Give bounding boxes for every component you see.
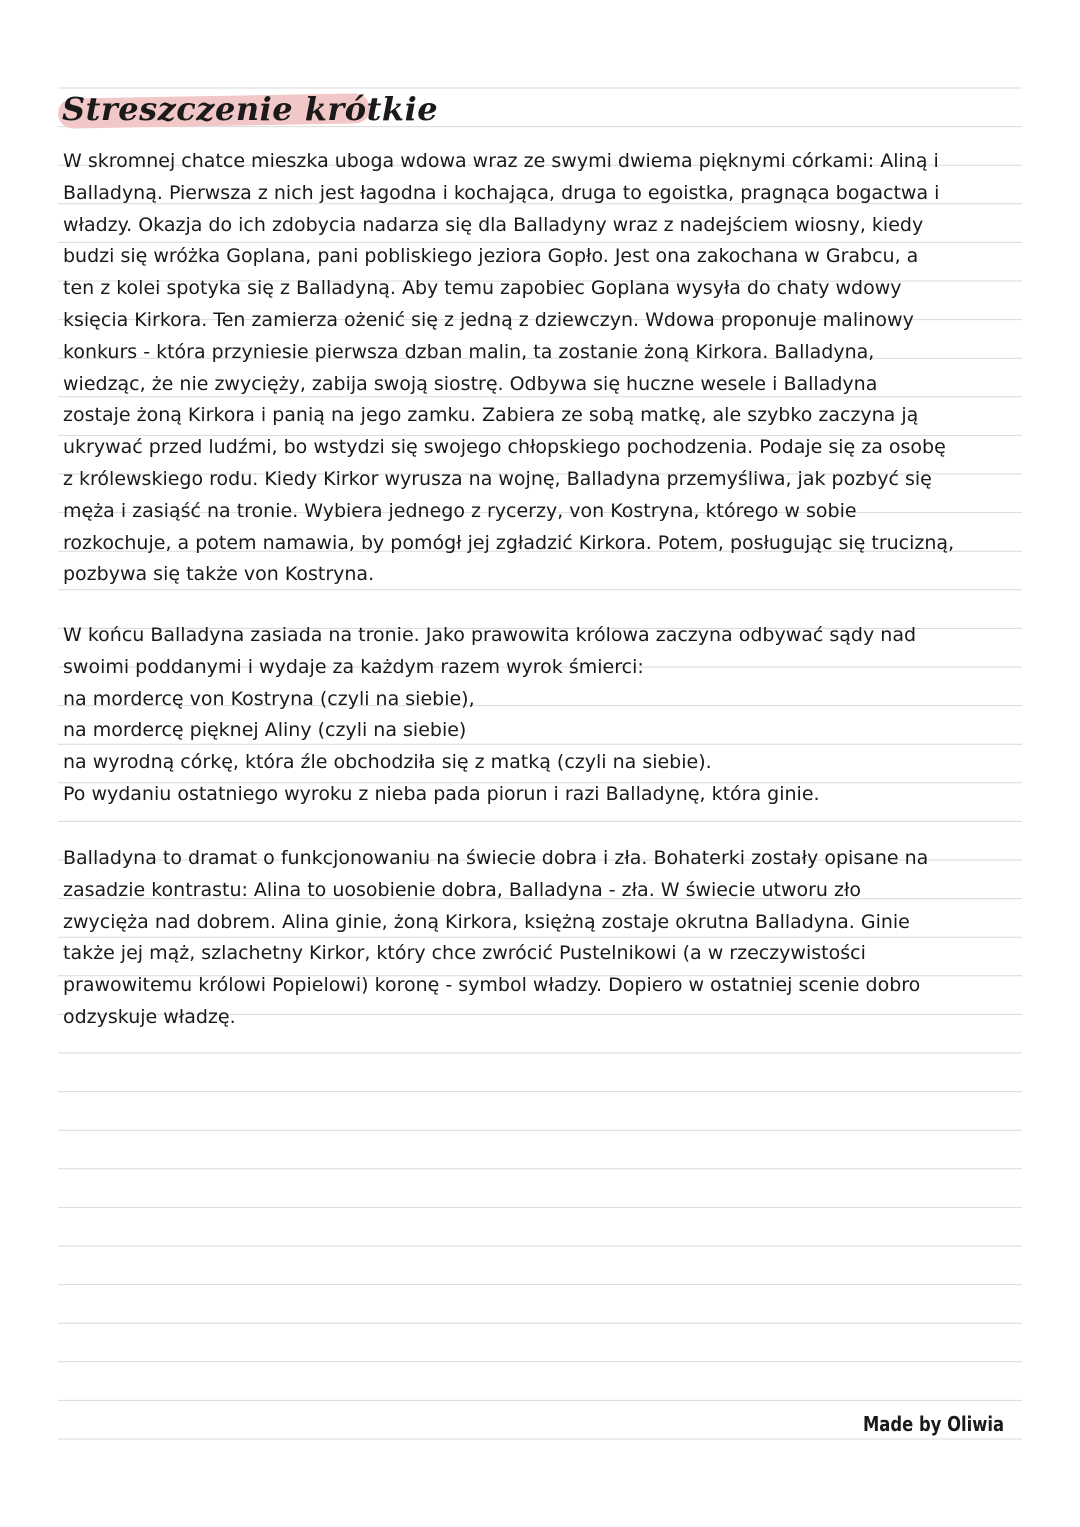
text-line: Balladyna to dramat o funkcjonowaniu na świecie dobra i zła. Bohaterki zostały opisane na bbox=[63, 847, 929, 869]
paragraph-summary bbox=[63, 146, 1028, 591]
text-line: zostaje żoną Kirkora i panią na jego zamku. Zabiera ze sobą matkę, ale szybko zaczyna ją bbox=[63, 404, 919, 427]
text-line: W skromnej chatce mieszka uboga wdowa wraz ze swymi dwiema pięknymi córkami: Aliną i bbox=[63, 150, 939, 172]
text-line: na mordercę pięknej Aliny (czyli na siebie) bbox=[63, 719, 467, 742]
text-line: wiedząc, że nie zwycięży, zabija swoją siostrę. Odbywa się huczne wesele i Balladyna bbox=[63, 372, 878, 395]
text-line: pozbywa się także von Kostryna. bbox=[63, 563, 375, 586]
text-line: na mordercę von Kostryna (czyli na siebie), bbox=[63, 687, 475, 710]
text-line: ukrywać przed ludźmi, bo wstydzi się swojego chłopskiego pochodzenia. Podaje się za osobę bbox=[63, 436, 946, 459]
text-line: ten z kolei spotyka się z Balladyną. Aby temu zapobiec Goplana wysyła do chaty wdowy bbox=[63, 277, 902, 300]
text-line: zasadzie kontrastu: Alina to uosobienie dobra, Balladyna - zła. W świecie utworu zło bbox=[63, 878, 861, 901]
text-line: W końcu Balladyna zasiada na tronie. Jako prawowita królowa zaczyna odbywać sądy nad bbox=[63, 624, 917, 646]
paragraph-analysis bbox=[63, 843, 1028, 1034]
text-line: władzy. Okazja do ich zdobycia nadarza się dla Balladyny wraz z nadejściem wiosny, kiedy bbox=[63, 213, 924, 236]
page-title: Streszczenie krótkie bbox=[62, 90, 439, 128]
author-signature: Made by Oliwia bbox=[862, 1412, 1004, 1436]
text-line: męża i zasiąść na tronie. Wybiera jednego z rycerzy, von Kostryna, którego w sobie bbox=[63, 499, 857, 522]
text-line: Balladyną. Pierwsza z nich jest łagodna i kochająca, druga to egoistka, pragnąca bogactwa i bbox=[63, 181, 940, 204]
text-line: z królewskiego rodu. Kiedy Kirkor wyrusza na wojnę, Balladyna przemyśliwa, jak pozbyć się bbox=[63, 467, 932, 490]
text-line: swoimi poddanymi i wydaje za każdym razem wyrok śmierci: bbox=[63, 655, 644, 678]
text-line: prawowitemu królowi Popielowi) koronę - symbol władzy. Dopiero w ostatniej scenie dobro bbox=[63, 974, 921, 997]
text-line: rozkochuje, a potem namawia, by pomógł jej zgładzić Kirkora. Potem, posługując się trucizną, bbox=[63, 531, 955, 554]
text-line: zwycięża nad dobrem. Alina ginie, żoną Kirkora, księżną zostaje okrutna Balladyna. Ginie bbox=[63, 910, 910, 933]
text-line: na wyrodną córkę, która źle obchodziła się z matką (czyli na siebie). bbox=[63, 751, 712, 774]
paragraph-ending bbox=[63, 620, 1028, 811]
text-line: także jej mąż, szlachetny Kirkor, który chce zwrócić Pustelnikowi (a w rzeczywistości bbox=[63, 942, 866, 965]
text-line: konkurs - która przyniesie pierwsza dzban malin, ta zostanie żoną Kirkora. Balladyna, bbox=[63, 340, 875, 363]
text-line: budzi się wróżka Goplana, pani pobliskiego jeziora Gopło. Jest ona zakochana w Grabcu, a bbox=[63, 245, 919, 268]
text-line: księcia Kirkora. Ten zamierza ożenić się z jedną z dziewczyn. Wdowa proponuje malinowy bbox=[63, 308, 914, 331]
text-line: Po wydaniu ostatniego wyroku z nieba pada piorun i razi Balladynę, która ginie. bbox=[63, 782, 820, 805]
title-area bbox=[62, 86, 438, 136]
text-line: odzyskuje władzę. bbox=[63, 1005, 236, 1028]
